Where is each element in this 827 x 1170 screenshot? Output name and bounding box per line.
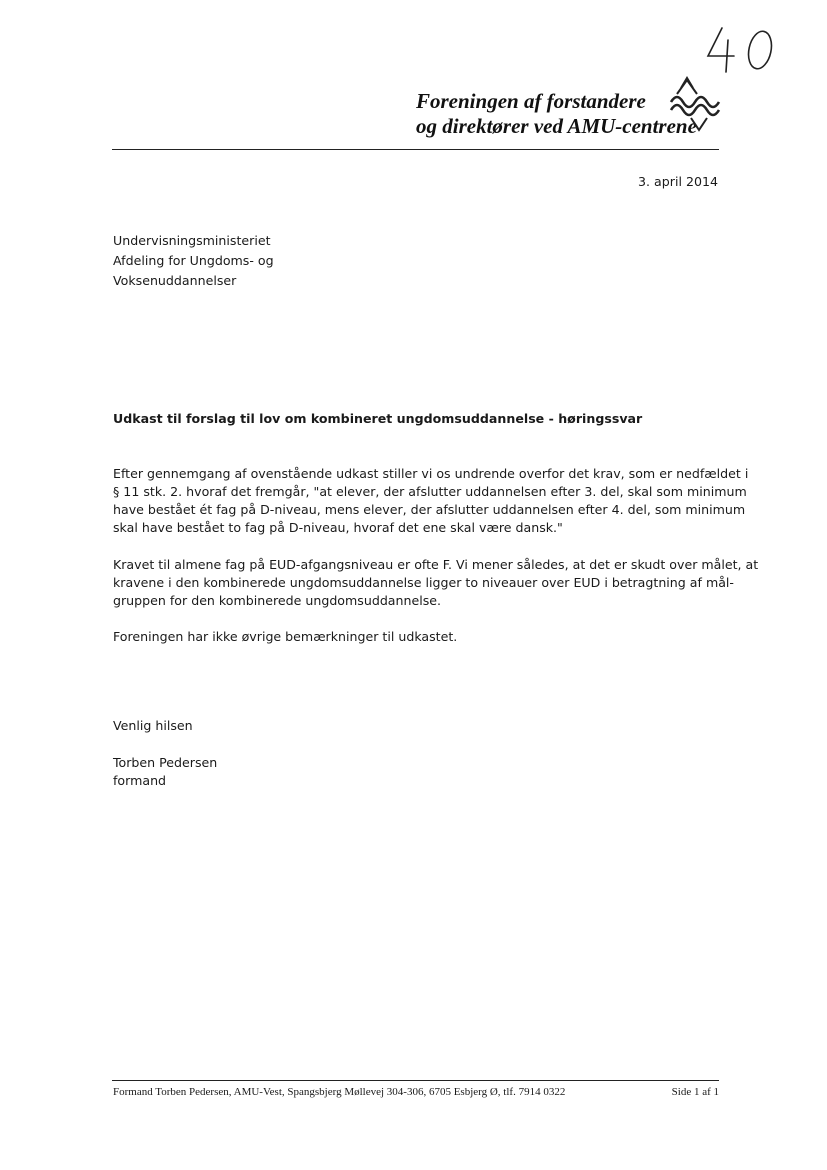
footer-rule (112, 1080, 719, 1081)
recipient-line: Voksenuddannelser (113, 273, 237, 288)
recipient-line: Undervisningsministeriet (113, 233, 271, 248)
paragraph-line: kravene i den kombinerede ungdomsuddannelse ligger to niveauer over EUD i betragtning af mål- (113, 575, 734, 590)
body-paragraph-2 (113, 556, 759, 610)
amu-waves-icon (667, 74, 723, 134)
header-rule (112, 149, 719, 150)
org-name-line-2: og direktører ved AMU-centrene (416, 114, 697, 138)
closing-salutation: Venlig hilsen (113, 718, 193, 733)
handwritten-page-number-stamp (700, 20, 790, 80)
page-footer (113, 1086, 719, 1098)
paragraph-line: gruppen for den kombinerede ungdomsuddannelse. (113, 593, 442, 608)
org-name-line-1: Foreningen af forstandere (416, 89, 646, 113)
letter-subject: Udkast til forslag til lov om kombineret ungdomsuddannelse - høringssvar (113, 411, 643, 426)
paragraph-line: Efter gennemgang af ovenstående udkast stiller vi os undrende overfor det krav, som er nedfældet i (113, 466, 749, 481)
footer-page-number: Side 1 af 1 (671, 1086, 719, 1098)
body-paragraph-1 (113, 465, 749, 537)
paragraph-line: Foreningen har ikke øvrige bemærkninger til udkastet. (113, 629, 458, 644)
signer-title: formand (113, 773, 167, 788)
paragraph-line: § 11 stk. 2. hvoraf det fremgår, "at elever, der afslutter uddannelsen efter 3. del, skal som minimum (113, 484, 747, 499)
recipient-address (113, 231, 274, 291)
paragraph-line: Kravet til almene fag på EUD-afgangsniveau er ofte F. Vi mener således, at det er skudt over målet, at (113, 557, 759, 572)
signer-block (113, 754, 217, 790)
recipient-line: Afdeling for Ungdoms- og (113, 253, 274, 268)
letter-date: 3. april 2014 (638, 174, 718, 189)
signer-name: Torben Pedersen (113, 755, 218, 770)
body-paragraph-3 (113, 628, 723, 646)
footer-address: Formand Torben Pedersen, AMU-Vest, Spangsbjerg Møllevej 304-306, 6705 Esbjerg Ø, tlf. 7914 0322 (113, 1086, 566, 1098)
paragraph-line: skal have bestået to fag på D-niveau, hvoraf det ene skal være dansk." (113, 520, 563, 535)
paragraph-line: have bestået ét fag på D-niveau, mens elever, der afslutter uddannelsen efter 4. del, som minimum (113, 502, 746, 517)
